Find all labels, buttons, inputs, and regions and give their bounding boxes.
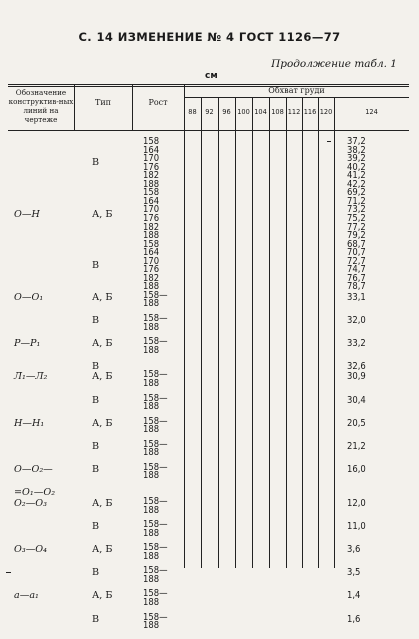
designation-column-header: Обозначение конструктив-ных линий на чертеже: [8, 88, 74, 124]
height-value: 158—: [143, 542, 168, 554]
girth-column-divider: [269, 97, 270, 568]
height-value: 182: [143, 272, 160, 284]
height-value: 188: [143, 550, 160, 562]
measurement-value: 40,2: [347, 161, 366, 173]
measurement-value: 75,2: [347, 212, 366, 224]
figure-type: А, Б: [92, 371, 113, 383]
height-value: 158—: [143, 369, 168, 381]
measurement-value: 32,6: [347, 361, 366, 373]
measurement-value: 69,2: [347, 187, 366, 199]
height-value: 158—: [143, 461, 168, 473]
measurement-value: 76,7: [347, 272, 366, 284]
line-designation: О—Н: [14, 208, 40, 220]
measurement-value: 3,5: [347, 567, 361, 579]
girth-column-header: Обхват груди: [268, 86, 325, 95]
height-value: 182: [143, 170, 160, 182]
girth-size-96: 96: [222, 108, 231, 116]
girth-size-112: 112: [287, 108, 301, 116]
line-designation: О—О₁: [14, 291, 44, 303]
figure-type: В: [92, 361, 100, 373]
girth-column-divider: [302, 97, 303, 568]
line-designation: О₂—О₃: [14, 498, 48, 510]
height-value: 188: [143, 527, 160, 539]
column-divider: [74, 84, 75, 130]
height-value: 170: [143, 204, 160, 216]
header-bottom-border: [8, 130, 409, 131]
height-value: 176: [143, 161, 160, 173]
girth-size-120: 120: [319, 108, 333, 116]
measurement-value: 30,4: [347, 394, 366, 406]
height-value: 158—: [143, 611, 168, 623]
column-divider: [132, 84, 133, 130]
height-value: 158—: [143, 588, 168, 600]
measurement-value: 33,1: [347, 291, 366, 303]
measurement-value: 37,2: [347, 136, 366, 147]
measurement-value: 21,2: [347, 440, 366, 452]
measurement-value: 74,7: [347, 264, 366, 276]
height-value: 164: [143, 247, 160, 259]
girth-column-divider: [218, 97, 219, 568]
girth-column-divider: [334, 97, 335, 568]
measurement-value: 72,7: [347, 255, 366, 267]
figure-type: В: [92, 567, 100, 579]
scan-mark: [6, 572, 11, 573]
height-value: 188: [143, 401, 160, 413]
girth-size-100: 100: [237, 108, 250, 116]
measurement-value: 41,2: [347, 170, 366, 182]
height-value: 188: [143, 424, 160, 436]
figure-type: А, Б: [92, 544, 113, 556]
height-value: 158: [143, 187, 160, 199]
girth-column-divider: [201, 97, 202, 568]
height-value: 158—: [143, 438, 168, 450]
figure-type: В: [92, 315, 100, 326]
height-value: 188: [143, 597, 160, 609]
figure-type: В: [92, 440, 100, 452]
figure-type: В: [92, 521, 100, 533]
height-column-header: Рост: [148, 98, 168, 107]
measurement-value: 20,5: [347, 417, 366, 429]
girth-column-divider: [235, 97, 236, 568]
girth-column-divider: [318, 97, 319, 568]
measurement-value: 70,7: [347, 247, 366, 259]
height-value: 158—: [143, 289, 168, 301]
table-top-border: [8, 84, 409, 85]
measurement-value: 77,2: [347, 221, 366, 233]
measurement-value: 3,6: [347, 544, 361, 556]
girth-column-divider: [252, 97, 253, 568]
figure-type: А, Б: [92, 590, 113, 602]
measurement-value: 33,2: [347, 338, 366, 350]
measurement-value: 42,2: [347, 178, 366, 190]
height-value: 158: [143, 136, 160, 147]
girth-size-124: 124: [365, 108, 378, 116]
height-value: 158—: [143, 336, 168, 348]
measurement-value: 71,2: [347, 195, 366, 207]
height-value: 158—: [143, 519, 168, 531]
girth-size-92: 92: [205, 108, 214, 116]
type-column-header: Тип: [95, 98, 111, 107]
height-value: 158—: [143, 415, 168, 427]
measurement-value: 78,7: [347, 281, 366, 293]
figure-type: А, Б: [92, 417, 113, 429]
figure-type: В: [92, 394, 100, 406]
line-designation: О—О₂—: [14, 463, 53, 475]
height-value: 188: [143, 344, 160, 356]
height-value: 170: [143, 255, 160, 267]
measurement-value: 32,0: [347, 315, 366, 326]
height-value: 188: [143, 298, 160, 310]
height-value: 158: [143, 238, 160, 250]
girth-size-116: 116: [303, 108, 317, 116]
girth-size-104: 104: [254, 108, 267, 116]
line-designation: =О₁—О₂: [14, 486, 56, 498]
height-value: 158—: [143, 565, 168, 577]
measurement-value: 16,0: [347, 463, 366, 475]
measurement-value: 68,7: [347, 238, 366, 250]
measurement-value: 30,9: [347, 371, 366, 383]
height-value: 158—: [143, 496, 168, 508]
height-value: 164: [143, 195, 160, 207]
measurement-value: 1,6: [347, 613, 361, 625]
height-value: 188: [143, 178, 160, 190]
girth-size-88: 88: [188, 108, 197, 116]
height-value: 188: [143, 321, 160, 333]
measurement-value: 39,2: [347, 153, 366, 165]
measurement-value: 11,0: [347, 521, 366, 533]
figure-type: А, Б: [92, 291, 113, 303]
measurement-value: 12,0: [347, 498, 366, 510]
height-value: 188: [143, 620, 160, 632]
height-value: 182: [143, 221, 160, 233]
figure-type: В: [92, 613, 100, 625]
line-designation: а—а₁: [14, 590, 39, 602]
scan-mark: [327, 141, 331, 142]
height-value: 164: [143, 144, 160, 156]
line-designation: Н—Н₁: [14, 417, 45, 429]
line-designation: Р—Р₁: [14, 338, 41, 350]
height-value: 158—: [143, 313, 168, 324]
measurement-value: 79,2: [347, 230, 366, 242]
height-value: 176: [143, 212, 160, 224]
girth-column-divider: [286, 97, 287, 568]
figure-type: В: [92, 157, 100, 169]
page-header: С. 14 ИЗМЕНЕНИЕ № 4 ГОСТ 1126—77: [78, 30, 341, 44]
height-value: 176: [143, 264, 160, 276]
unit-label: см: [205, 71, 218, 81]
girth-size-108: 108: [271, 108, 284, 116]
height-value: 188: [143, 230, 160, 242]
height-value: 188: [143, 470, 160, 482]
figure-type: А, Б: [92, 498, 113, 510]
figure-type: В: [92, 463, 100, 475]
measurement-value: 1,4: [347, 590, 361, 602]
height-value: 170: [143, 153, 160, 165]
height-value: 158—: [143, 392, 168, 404]
measurement-value: 73,2: [347, 204, 366, 216]
measurement-value: 38,2: [347, 144, 366, 156]
height-column-right: [184, 130, 185, 568]
line-designation: Л₁—Л₂: [14, 371, 48, 383]
height-value: 188: [143, 447, 160, 459]
height-value: 188: [143, 281, 160, 293]
height-value: 188: [143, 378, 160, 389]
height-value: 188: [143, 573, 160, 585]
table-continuation-label: Продолжение табл. 1: [271, 58, 397, 70]
figure-type: А, Б: [92, 338, 113, 350]
figure-type: В: [92, 259, 100, 271]
height-value: 188: [143, 504, 160, 516]
figure-type: А, Б: [92, 208, 113, 220]
line-designation: О₃—О₄: [14, 544, 48, 556]
